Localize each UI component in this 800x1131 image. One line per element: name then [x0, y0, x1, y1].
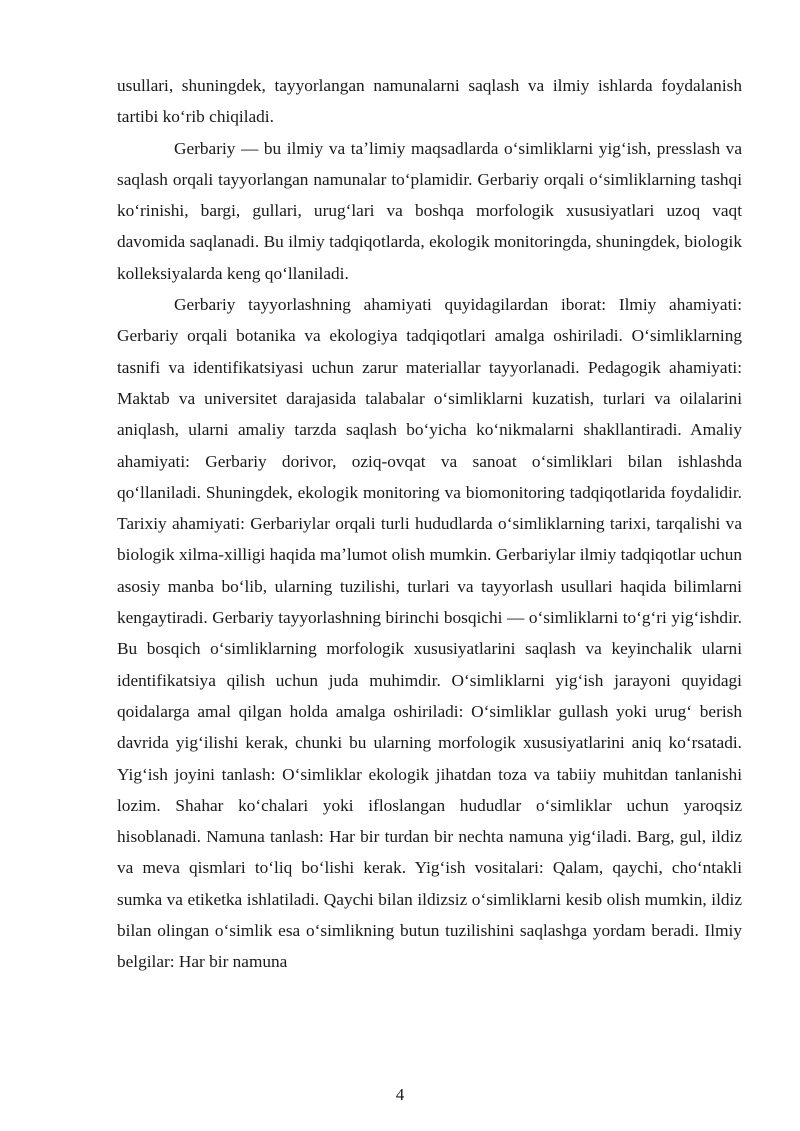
page-body — [117, 70, 742, 978]
paragraph-continuation: usullari, shuningdek, tayyorlangan namunalarni saqlash va ilmiy ishlarda foydalanish tartibi koʻrib chiqiladi. — [117, 76, 742, 127]
paragraph-herbarium-definition: Gerbariy — bu ilmiy va taʼlimiy maqsadlarda oʻsimliklarni yigʻish, presslash va saqlash orqali tayyorlangan namunalar toʻplamidir. Gerbariy orqali oʻsimliklarning tashqi koʻrinishi, bargi, gullari, urugʻlari va boshqa morfologik xususiyatlari uzoq vaqt davomida saqlanadi. Bu ilmiy tadqiqotlarda, ekologik monitoringda, shuningdek, biologik kolleksiyalarda keng qoʻllaniladi. — [117, 138, 742, 283]
paragraph-herbarium-importance: Gerbariy tayyorlashning ahamiyati quyidagilardan iborat: Ilmiy ahamiyati: Gerbariy orqali botanika va ekologiya tadqiqotlari amalga oshiriladi. Oʻsimliklarning tasnifi va identifikatsiyasi uchun zarur materiallar tayyorlanadi. Pedagogik ahamiyati: Maktab va universitet darajasida talabalar oʻsimliklarni kuzatish, turlari va oilalarini aniqlash, ularni amaliy tarzda saqlash boʻyicha koʻnikmalarni shakllantiradi. Amaliy ahamiyati: Gerbariy dorivor, oziq-ovqat va sanoat oʻsimliklari bilan ishlashda qoʻllaniladi. Shuningdek, ekologik monitoring va biomonitoring tadqiqotlarida foydalidir. Tarixiy ahamiyati: Gerbariylar orqali turli hududlarda oʻsimliklarning tarixi, tarqalishi va biologik xilma-xilligi haqida maʼlumot olish mumkin. Gerbariylar ilmiy tadqiqotlar uchun asosiy manba boʻlib, ularning tuzilishi, turlari va tayyorlash usullari haqida bilimlarni kengaytiradi. Gerbariy tayyorlashning birinchi bosqichi — oʻsimliklarni toʻgʻri yigʻishdir. Bu bosqich oʻsimliklarning morfologik xususiyatlarini saqlash va keyinchalik ularni identifikatsiya qilish uchun juda muhimdir. Oʻsimliklarni yigʻish jarayoni quyidagi qoidalarga amal qilgan holda amalga oshiriladi: Oʻsimliklar gullash yoki urugʻ berish davrida yigʻilishi kerak, chunki bu ularning morfologik xususiyatlarini aniq koʻrsatadi. Yigʻish joyini tanlash: Oʻsimliklar ekologik jihatdan toza va tabiiy muhitdan tanlanishi lozim. Shahar koʻchalari yoki ifloslangan hududlar oʻsimliklar uchun yaroqsiz hisoblanadi. Namuna tanlash: Har bir turdan bir nechta namuna yigʻiladi. Barg, gul, ildiz va meva qismlari toʻliq boʻlishi kerak. Yigʻish vositalari: Qalam, qaychi, choʻntakli sumka va etiketka ishlatiladi. Qaychi bilan ildizsiz oʻsimliklarni kesib olish mumkin, ildiz bilan olingan oʻsimlik esa oʻsimlikning butun tuzilishini saqlashga yordam beradi. Ilmiy belgilar: Har bir namuna — [117, 295, 742, 972]
page-number: 4 — [395, 1085, 405, 1104]
